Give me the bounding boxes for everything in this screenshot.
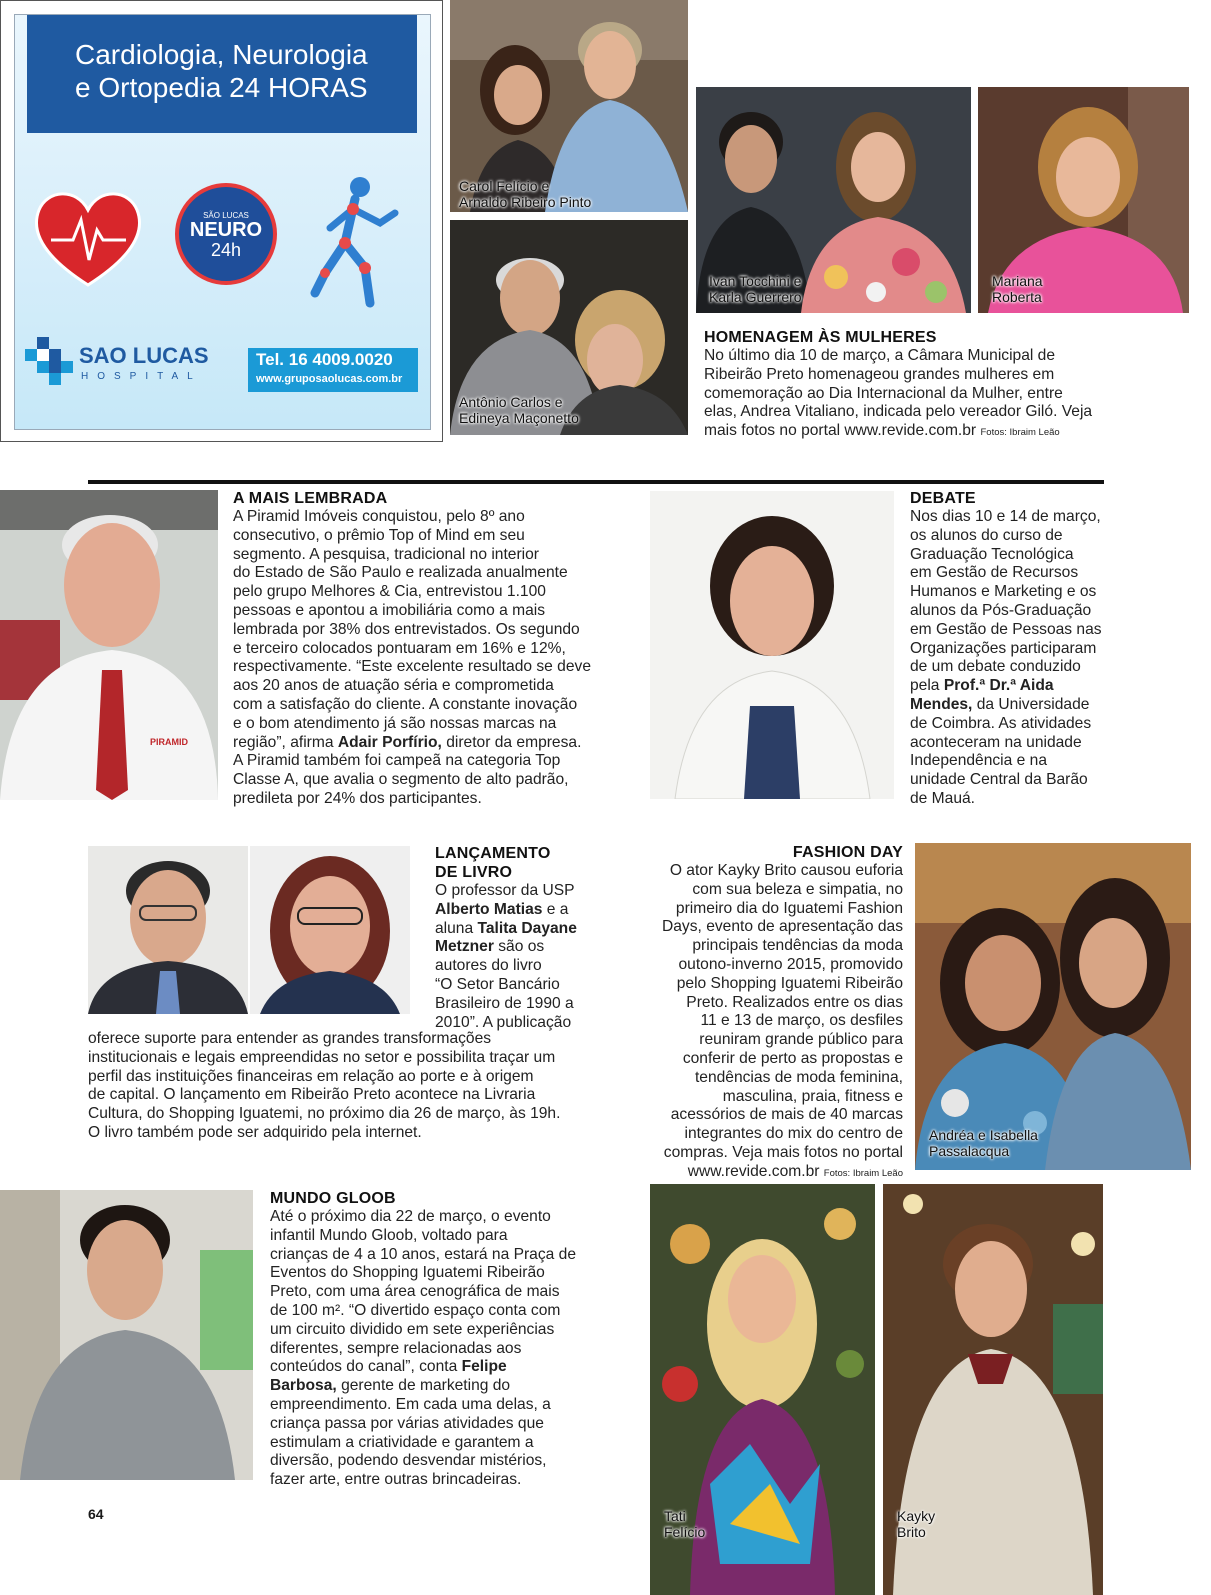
person-name: Metzner — [435, 938, 494, 956]
page-number: 64 — [88, 1506, 104, 1522]
photo-felipe-barbosa — [0, 1190, 253, 1480]
article-line: Humanos e Marketing e os — [910, 583, 1097, 601]
article-line: diferentes, sempre relacionadas aos — [270, 1339, 522, 1357]
section-divider — [88, 480, 1104, 484]
caption-line: Tati — [664, 1508, 686, 1524]
caption-line: Brito — [897, 1524, 926, 1540]
heart-icon — [31, 185, 146, 290]
article-line: A Piramid Imóveis conquistou, pelo 8º ano — [233, 508, 525, 525]
article-lancamento-continued — [88, 1030, 618, 1143]
article-line: 2010”. A publicação — [435, 1013, 572, 1031]
ad-brand-name: SAO LUCAS — [79, 343, 209, 368]
caption-line: Carol Felício e — [459, 178, 550, 194]
person-name: Talita Dayane — [477, 919, 577, 937]
article-line: compras. Veja mais fotos no portal — [663, 1143, 903, 1161]
article-line: aos 20 anos de atuação séria e comprometida — [233, 677, 554, 695]
ad-title-line1: Cardiologia, Neurologia — [75, 39, 368, 70]
article-line: em Gestão de Pessoas nas — [910, 620, 1102, 638]
person-name: Prof.ª Dr.ª Aida — [943, 677, 1054, 695]
ad-banner — [27, 15, 417, 133]
article-title: HOMENAGEM ÀS MULHERES — [704, 329, 937, 346]
neuro-badge-small: SÃO LUCAS — [203, 211, 249, 220]
article-line: tendências de moda feminina, — [694, 1068, 903, 1086]
article-lancamento — [435, 844, 615, 1032]
article-line: pelo grupo Melhores & Cia, entrevistou 1.100 — [233, 583, 546, 601]
article-line: masculina, praia, fitness e — [722, 1087, 903, 1105]
caption-line: Roberta — [992, 289, 1042, 305]
photo-talita-metzner — [250, 846, 410, 1014]
article-line: pessoas e apontou a imobiliária como a mais — [233, 601, 546, 619]
article-line: acessórios de mais de 40 marcas — [670, 1106, 903, 1124]
article-line: Preto, com uma área cenográfica de mais — [270, 1283, 560, 1301]
article-line: Days, evento de apresentação das — [662, 918, 903, 936]
article-line: No último dia 10 de março, a Câmara Municipal de — [704, 347, 1056, 364]
article-line — [233, 734, 613, 753]
article-line: e o bom atendimento já são nossas marcas na — [233, 714, 557, 732]
article-line: O professor da USP — [435, 882, 575, 899]
article-line: segmento. A pesquisa, tradicional no interior — [233, 545, 539, 563]
running-figure-icon — [305, 173, 405, 313]
article-line: Independência e na — [910, 752, 1048, 770]
article-line: os alunos do curso de — [910, 526, 1063, 544]
article-line: alunos da Pós-Graduação — [910, 601, 1092, 619]
shirt-logo-text: PIRAMID — [150, 737, 188, 747]
caption-line: Antônio Carlos e — [459, 394, 563, 410]
caption-antonio-edineya — [459, 394, 579, 426]
article-title: FASHION DAY — [792, 844, 903, 861]
caption-ivan-karla — [709, 273, 802, 305]
article-line: oferece suporte para entender as grandes transformações — [88, 1030, 492, 1047]
article-line: com sua beleza e simpatia, no — [692, 880, 903, 898]
article-line: de 100 m². “O divertido espaço conta com — [270, 1301, 561, 1319]
person-name: Felipe — [461, 1358, 507, 1376]
article-line: unidade Central da Barão — [910, 771, 1088, 789]
ad-website[interactable]: www.gruposaolucas.com.br — [256, 373, 403, 385]
text-run: diretor da empresa. — [441, 733, 582, 751]
article-line — [910, 677, 1130, 696]
article-line: consecutivo, o prêmio Top of Mind em seu — [233, 526, 525, 544]
article-line — [620, 1163, 903, 1184]
caption-carol-arnaldo — [459, 178, 591, 210]
article-line: respectivamente. “Este excelente resultado se deve — [233, 658, 591, 676]
article-line — [435, 920, 615, 939]
ad-title-line2: e Ortopedia 24 HORAS — [75, 72, 368, 103]
hospital-advertisement[interactable] — [0, 0, 443, 442]
neuro-badge-title: NEURO — [189, 219, 263, 241]
article-debate — [910, 489, 1130, 809]
ad-telephone: Tel. 16 4009.0020 — [256, 350, 393, 369]
article-line: principais tendências da moda — [692, 937, 903, 955]
article-line: Organizações participaram — [910, 639, 1097, 657]
text-run: www.revide.com.br — [687, 1162, 824, 1180]
ad-panel — [14, 14, 431, 430]
article-line: fazer arte, entre outras brincadeiras. — [270, 1471, 522, 1489]
article-line: empreendimento. Em cada uma delas, a — [270, 1395, 551, 1413]
caption-line: Edineya Maçonetto — [459, 410, 579, 426]
caption-line: Mariana — [992, 273, 1043, 289]
article-line: “O Setor Bancário — [435, 975, 560, 993]
person-name: Mendes, — [910, 695, 973, 713]
article-line: pelo Shopping Iguatemi Ribeirão — [676, 974, 903, 992]
neuro-badge-hours: 24h — [210, 240, 242, 260]
article-mundo-gloob — [270, 1189, 630, 1490]
sao-lucas-logo-icon — [25, 337, 73, 385]
person-name: Barbosa, — [270, 1377, 337, 1395]
caption-mariana-roberta — [992, 273, 1043, 305]
person-name: Adair Porfírio, — [337, 733, 442, 751]
caption-line: Passalacqua — [929, 1143, 1010, 1159]
article-line: Ribeirão Preto homenageou grandes mulheres em — [704, 365, 1055, 383]
article-line: institucionais e legais empreendidas no setor e possibilita traçar um — [88, 1048, 556, 1066]
article-title: MUNDO GLOOB — [270, 1190, 396, 1207]
article-line: Preto. Realizados entre os dias — [686, 993, 903, 1011]
article-line: Graduação Tecnológica — [910, 545, 1074, 563]
article-line: e terceiro colocados pontuaram em 16% e 12%, — [233, 639, 566, 657]
caption-line: Andréa e Isabella — [929, 1127, 1038, 1143]
article-line: Nos dias 10 e 14 de março, — [910, 508, 1101, 525]
person-name: Alberto Matias — [435, 900, 543, 918]
article-mais-lembrada — [233, 489, 613, 809]
article-line: comemoração ao Dia Internacional da Mulher, entre — [704, 384, 1063, 402]
text-run: região”, afirma — [233, 733, 338, 751]
article-title: DEBATE — [910, 490, 976, 507]
caption-line: Arnaldo Ribeiro Pinto — [459, 194, 592, 210]
article-line: Cultura, do Shopping Iguatemi, no próximo dia 26 de março, às 19h. — [88, 1105, 561, 1123]
article-line: crianças de 4 a 10 anos, estará na Praça de — [270, 1245, 577, 1263]
text-run: da Universidade — [972, 695, 1090, 713]
article-line: outono-inverno 2015, promovido — [678, 955, 903, 973]
article-line: infantil Mundo Gloob, voltado para — [270, 1226, 508, 1244]
caption-tati-felicio — [664, 1508, 705, 1540]
article-line: de Mauá. — [910, 789, 976, 807]
article-line — [910, 696, 1130, 715]
article-line — [270, 1358, 630, 1377]
article-line: lembrada por 38% dos entrevistados. Os segundo — [233, 620, 580, 638]
photo-credit: Fotos: Ibraim Leão — [980, 427, 1060, 439]
article-line — [704, 422, 1194, 443]
article-line: elas, Andrea Vitaliano, indicada pelo vereador Giló. Veja — [704, 403, 1093, 421]
article-line: do Estado de São Paulo e realizada anualmente — [233, 564, 568, 582]
article-line — [435, 901, 615, 920]
article-line: 11 e 13 de março, os desfiles — [700, 1012, 903, 1030]
article-line-text: mais fotos no portal www.revide.com.br — [704, 422, 977, 440]
ad-brand-sub: HOSPITAL — [81, 371, 202, 382]
caption-andrea-isabella — [929, 1127, 1038, 1159]
neuro-24h-badge — [175, 183, 277, 285]
caption-line: Karla Guerrero — [709, 289, 802, 305]
article-line: estimulam a criatividade e garantem a — [270, 1433, 534, 1451]
article-line: de um debate conduzido — [910, 658, 1081, 676]
ad-contact-box[interactable] — [248, 348, 418, 392]
article-line: em Gestão de Recursos — [910, 564, 1079, 582]
article-line: de capital. O lançamento em Ribeirão Preto acontece na Livraria — [88, 1086, 536, 1104]
article-line — [435, 938, 615, 957]
article-fashion-day — [620, 843, 903, 1184]
article-line: autores do livro — [435, 957, 542, 975]
article-line: criança passa por várias atividades que — [270, 1414, 544, 1432]
article-line: Classe A, que avalia o segmento de alto padrão, — [233, 771, 569, 789]
text-run: gerente de marketing do — [336, 1377, 511, 1395]
text-run: e a — [542, 900, 569, 918]
text-run: são os — [493, 938, 545, 956]
text-run: conteúdos do canal”, conta — [270, 1358, 462, 1376]
caption-line: Felício — [664, 1524, 706, 1540]
article-line: um circuito dividido em sete experiências — [270, 1320, 555, 1338]
photo-credit: Fotos: Ibraim Leão — [823, 1167, 903, 1179]
article-line: O livro também pode ser adquirido pela internet. — [88, 1123, 422, 1141]
article-line: Até o próximo dia 22 de março, o evento — [270, 1208, 551, 1225]
photo-andrea-isabella — [915, 843, 1191, 1170]
article-line: Eventos do Shopping Iguatemi Ribeirão — [270, 1264, 545, 1282]
text-run: pela — [910, 677, 944, 695]
article-line: conferir de perto as propostas e — [682, 1049, 903, 1067]
caption-line: Kayky — [897, 1508, 936, 1524]
article-line: A Piramid também foi campeã na categoria Top — [233, 752, 561, 770]
article-line: reuniram grande público para — [699, 1031, 903, 1049]
article-line: predileta por 24% dos participantes. — [233, 789, 482, 807]
article-line — [270, 1377, 630, 1396]
photo-aida-mendes — [650, 491, 894, 799]
article-line: perfil das instituições financeiras em relação ao porte e à origem — [88, 1067, 534, 1085]
photo-alberto-matias — [88, 846, 248, 1014]
caption-kayky-brito — [897, 1508, 935, 1540]
article-homenagem — [704, 328, 1194, 443]
text-run: aluna — [435, 919, 478, 937]
photo-adair-porfirio — [0, 490, 218, 800]
article-line: O ator Kayky Brito causou euforia — [669, 862, 903, 879]
article-title-line: DE LIVRO — [435, 864, 513, 881]
article-line: integrantes do mix do centro de — [684, 1125, 903, 1143]
article-title-line: LANÇAMENTO — [435, 845, 551, 862]
article-line: com a satisfação do cliente. A constante inovação — [233, 695, 578, 713]
article-line: diversão, podendo desvendar mistérios, — [270, 1452, 547, 1470]
article-line: aconteceram na unidade — [910, 733, 1082, 751]
article-line: Brasileiro de 1990 a — [435, 994, 574, 1012]
article-line: de Coimbra. As atividades — [910, 714, 1092, 732]
caption-line: Ivan Tocchini e — [709, 273, 802, 289]
article-line: primeiro dia do Iguatemi Fashion — [675, 899, 903, 917]
article-title: A MAIS LEMBRADA — [233, 490, 388, 507]
